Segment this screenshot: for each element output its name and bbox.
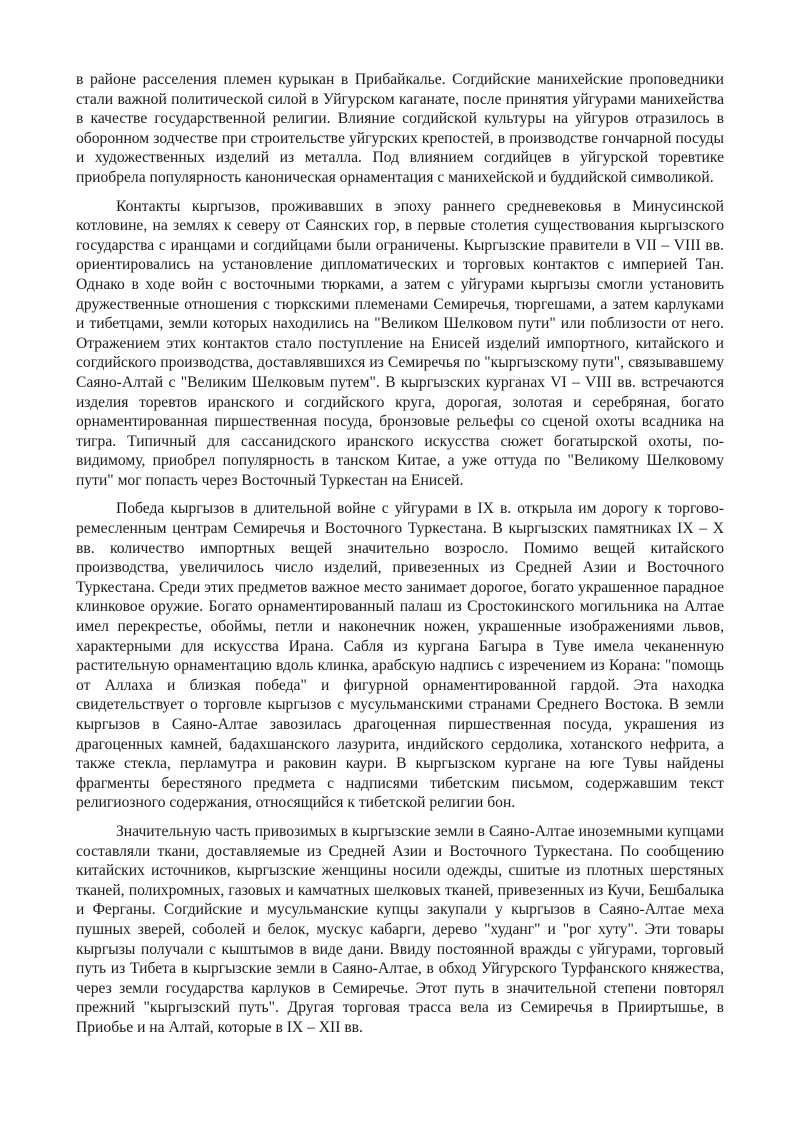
paragraph-4: Значительную часть привозимых в кыргызские земли в Саяно-Алтае иноземными купцами составляли ткани, доставляемые из Средней Азии и Восточного Туркестана. По сообщению китайских источников, кыргызские женщины носили одежды, сшитые из плотных шерстяных тканей, полихромных, газовых и камчатных шелковых тканей, привезенных из Кучи, Бешбалыка и Ферганы. Согдийские и мусульманские купцы закупали у кыргызов в Саяно-Алтае меха пушных зверей, соболей и белок, мускус кабарги, дерево "худанг" и "рог хуту". Эти товары кыргызы получали с кыштымов в виде дани. Ввиду постоянной вражды с уйгурами, торговый путь из Тибета в кыргызские земли в Саяно-Алтае, в обход Уйгурского Турфанского княжества, через земли государства карлуков в Семиречье. Этот путь в значительной степени повторял прежний "кыргызский путь". Другая торговая трасса вела из Семиречья в Прииртышье, в Приобье и на Алтай, которые в IX – XII вв. xyxy=(76,822,724,1036)
paragraph-1: в районе расселения племен курыкан в Прибайкалье. Согдийские манихейские проповедники стали важной политической силой в Уйгурском каганате, после принятия уйгурами манихейства в качестве государственной религии. Влияние согдийской культуры на уйгуров отразилось в оборонном зодчестве при строительстве уйгурских крепостей, в производстве гончарной посуды и художественных изделий из металла. Под влиянием согдийцев в уйгурской торевтике приобрела популярность каноническая орнаментация с манихейской и буддийской символикой. xyxy=(76,71,724,186)
paragraph-2: Контакты кыргызов, проживавших в эпоху раннего средневековья в Минусинской котловине, на землях к северу от Саянских гор, в первые столетия существования кыргызского государства с иранцами и согдийцами были ограничены. Кыргызские правители в VII – VIII вв. ориентировались на установление дипломатических и торговых контактов с империей Тан. Однако в ходе войн с восточными тюрками, а затем с уйгурами кыргызы смогли установить дружественные отношения с тюркскими племенами Семиречья, тюргешами, а затем карлуками и тибетцами, земли которых находились на "Великом Шелковом пути" или поблизости от него. Отражением этих контактов стало поступление на Енисей изделий импортного, китайского и согдийского производства, доставлявшихся из Семиречья по "кыргызскому пути", связывавшему Саяно-Алтай с "Великим Шелковым путем". В кыргызских курганах VI – VIII вв. встречаются изделия торевтов иранского и согдийского круга, дорогая, золотая и серебряная, богато орнаментированная пиршественная посуда, бронзовые рельефы со сценой охоты всадника на тигра. Типичный для сассанидского иранского искусства сюжет богатырской охоты, по-видимому, приобрел популярность в танском Китае, а уже оттуда по "Великому Шелковому пути" мог попасть через Восточный Туркестан на Енисей. xyxy=(76,197,724,489)
paragraph-3: Победа кыргызов в длительной войне с уйгурами в IX в. открыла им дорогу к торгово-ремесленным центрам Семиречья и Восточного Туркестана. В кыргызских памятниках IX – X вв. количество импортных вещей значительно возросло. Помимо вещей китайского производства, увеличилось число изделий, привезенных из Средней Азии и Восточного Туркестана. Среди этих предметов важное место занимает дорогое, богато украшенное парадное клинковое оружие. Богато орнаментированный палаш из Сростокинского могильника на Алтае имел перекрестье, обоймы, петли и наконечник ножен, украшенные изображениями львов, характерными для искусства Ирана. Сабля из кургана Багыра в Туве имела чеканенную растительную орнаментацию вдоль клинка, арабскую надпись с изречением из Корана: "помощь от Аллаха и близкая победа" и фигурной орнаментированной гардой. Эта находка свидетельствует о торговле кыргызов с мусульманскими странами Среднего Востока. В земли кыргызов в Саяно-Алтае завозилась драгоценная пиршественная посуда, украшения из драгоценных камней, бадахшанского лазурита, индийского сердолика, хотанского нефрита, а также стекла, перламутра и раковин каури. В кыргызском кургане на юге Тувы найдены фрагменты берестяного предмета с надписями тибетским письмом, содержавшим текст религиозного содержания, относящийся к тибетской религии бон. xyxy=(76,500,724,812)
document-page xyxy=(76,70,724,1047)
